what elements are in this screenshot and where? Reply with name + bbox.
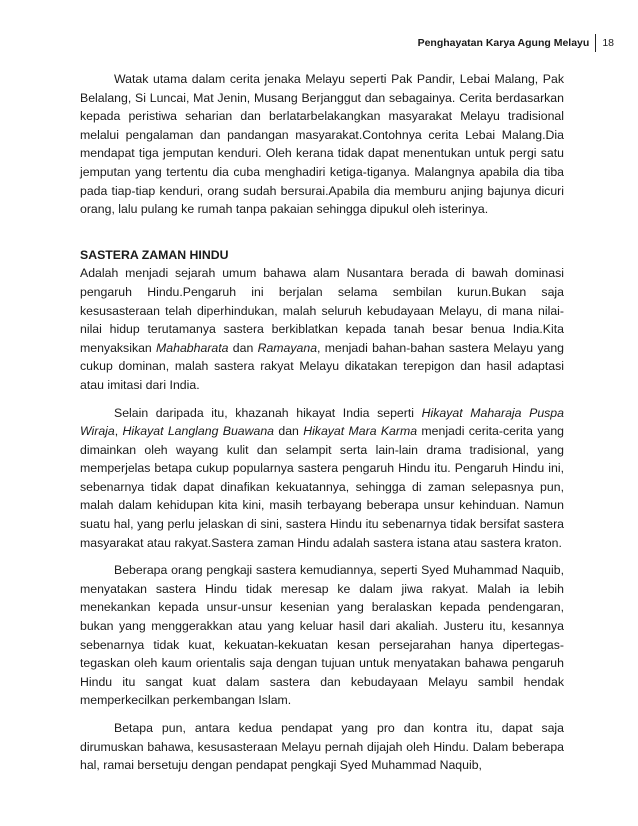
paragraph-text: , menjadi bahan-bahan sastera Melayu yang cukup dominan, malah sastera rakyat Melayu dikatakan terepigon dan hasil adaptasi atau imitasi dari India. xyxy=(80,340,564,392)
paragraph-text: Adalah menjadi sejarah umum bahawa alam Nusantara berada di bawah dominasi pengaruh Hindu.Pengaruh ini berjalan selama sembilan kurun.Bukan saja kesusasteraan telah diperhindukan, malah seluruh kebudayaan Melayu, di mana nilai-nilai hidup terutamanya sastera berkiblatkan kepada tanah besar benua India.Kita menyaksikan xyxy=(80,266,564,355)
paragraph-text: Betapa pun, antara kedua pendapat yang pro dan kontra itu, dapat saja dirumuskan bahawa, kesusasteraan Melayu pernah dijajah oleh Hindu. Dalam beberapa hal, ramai bersetuju dengan pendapat pengkaji Syed Muhammad Naquib, xyxy=(80,721,564,773)
paragraph-text: dan xyxy=(228,340,258,355)
running-title: Penghayatan Karya Agung Melayu xyxy=(417,37,590,49)
paragraph-text: , xyxy=(114,424,123,439)
paragraph xyxy=(80,264,564,394)
paragraph-text: menjadi cerita-cerita yang dimainkan oleh wayang kulit dan selampit serta lain-lain drama tradisional, yang memperjelas betapa cukup popularnya sastera pengaruh Hindu itu. Pengaruh Hindu ini, sebenarnya tidak dapat dinafikan kekuatannya, sehingga di zaman selepasnya pun, malah dalam kehidupan kita kini, masih terbayang beberapa unsur kehinduan. Namun suatu hal, yang perlu jelaskan di sini, sastera Hindu itu sebenarnya tidak bersifat sastera masyarakat atau rakyat.Sastera zaman Hindu adalah sastera istana atau sastera kraton. xyxy=(80,424,564,550)
italic-title-text: Hikayat Langlang Buawana xyxy=(122,424,275,439)
paragraph-text: Selain daripada itu, khazanah hikayat India seperti xyxy=(114,405,422,420)
paragraph-text: Watak utama dalam cerita jenaka Melayu seperti Pak Pandir, Lebai Malang, Pak Belalang, Si Luncai, Mat Jenin, Musang Berjanggut dan sebagainya. Cerita berdasarkan kepada peristiwa seharian dan berlatarbelakangkan masyarakat Melayu tradisional melalui pengalaman dan pandangan masyarakat.Contohnya cerita Lebai Malang.Dia mendapat tiga jemputan kenduri. Oleh kerana tidak dapat menentukan untuk pergi satu jemputan yang tertentu dia cuba menghadiri ketiga-tiganya. Malangnya apabila dia tiba pada tiap-tiap kenduri, orang sudah bersurai.Apabila dia memburu anjing bajunya dicuri orang, lalu pulang ke rumah tanpa pakaian sehingga dipukul oleh isterinya. xyxy=(80,72,564,217)
document-body xyxy=(80,70,564,775)
paragraph-text: dan xyxy=(274,424,304,439)
section-paragraphs xyxy=(80,264,564,774)
italic-title-text: Hikayat Maharaja Puspa Wiraja xyxy=(80,405,564,439)
page-header xyxy=(418,34,614,52)
page-number: 18 xyxy=(602,37,614,49)
paragraph xyxy=(80,561,564,710)
paragraph xyxy=(80,70,564,219)
paragraph xyxy=(80,404,564,553)
italic-title-text: Ramayana xyxy=(257,340,318,355)
paragraph xyxy=(80,719,564,775)
italic-title-text: Hikayat Mara Karma xyxy=(303,424,418,439)
paragraph-text: Beberapa orang pengkaji sastera kemudiannya, seperti Syed Muhammad Naquib, menyatakan sastera Hindu tidak meresap ke dalam jiwa rakyat. Malah ia lebih menekankan kepada unsur-unsur kesenian yang beralaskan kepada pendengaran, bukan yang menggerakkan atau yang keluar hasil dari akaliah. Justeru itu, kesannya sebenarnya tidak kuat, kekuatan-kekuatan kesan persejarahan hanya dipertegas-tegaskan oleh kaum orientalis saja dengan tujuan untuk menyatakan bahawa pengaruh Hindu itu sangat kuat dalam sastera dan kebudayaan Melayu sambil hendak memperkecilkan perkembangan Islam. xyxy=(80,563,564,708)
intro-paragraphs xyxy=(80,70,564,219)
section-heading: SASTERA ZAMAN HINDU xyxy=(80,247,229,262)
header-divider xyxy=(595,34,596,52)
italic-title-text: Mahabharata xyxy=(156,340,229,355)
